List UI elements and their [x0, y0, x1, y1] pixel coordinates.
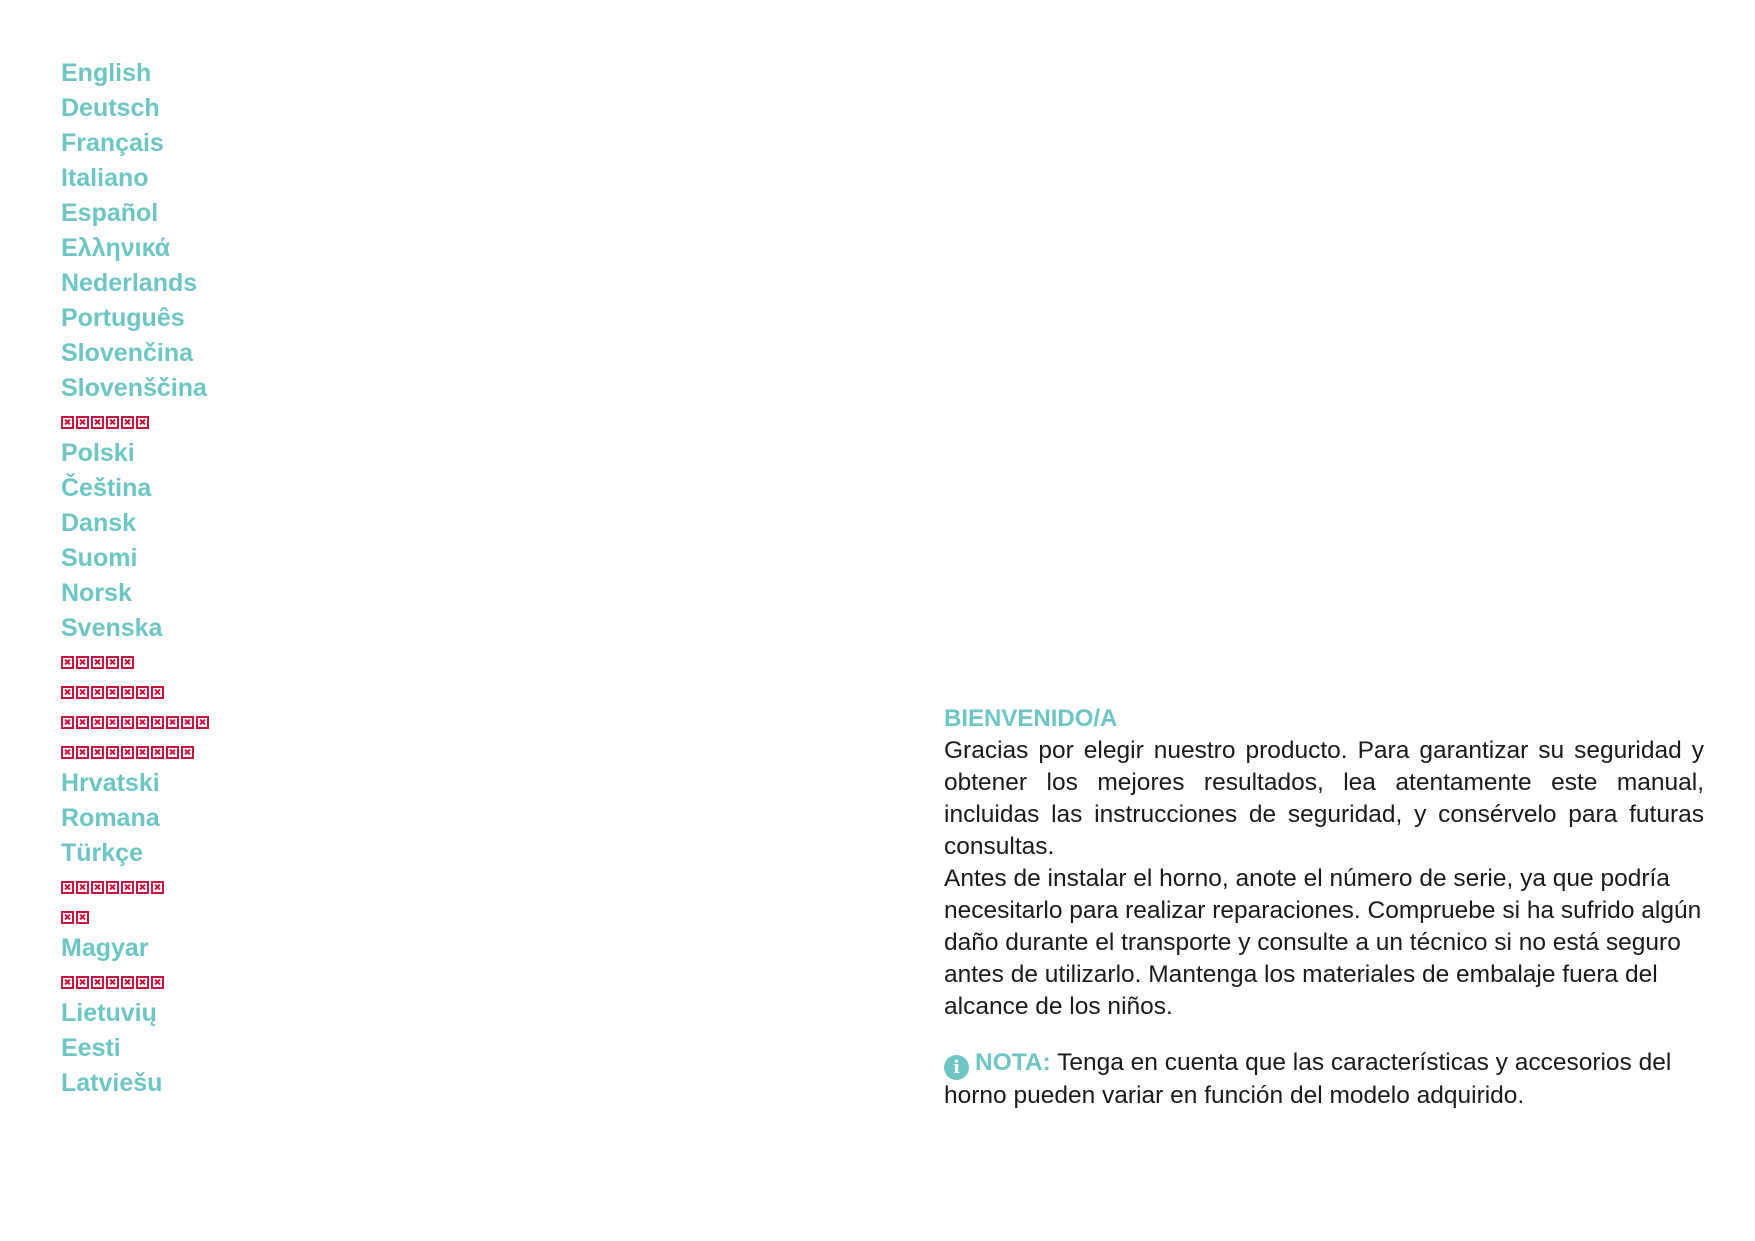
missing-glyph-icon [151, 746, 164, 759]
language-item-unrendered [61, 966, 209, 996]
missing-glyph-icon [136, 976, 149, 989]
missing-glyph-icon [76, 656, 89, 669]
language-item: Slovenščina [61, 374, 207, 402]
language-item: Magyar [61, 934, 149, 962]
note-label: NOTA: [975, 1049, 1051, 1076]
missing-glyph-icon [76, 911, 89, 924]
language-item-unrendered [61, 736, 209, 766]
missing-glyph-icon [136, 881, 149, 894]
missing-glyph-icon [91, 686, 104, 699]
language-item: Eesti [61, 1034, 121, 1062]
welcome-section [944, 703, 1704, 1112]
language-item: Suomi [61, 544, 138, 572]
missing-glyph-icon [196, 716, 209, 729]
language-item: Romana [61, 804, 160, 832]
missing-glyph-icon [106, 416, 119, 429]
missing-glyph-icons [61, 881, 164, 894]
language-item: Dansk [61, 509, 137, 537]
language-item: English [61, 59, 152, 87]
missing-glyph-icon [76, 686, 89, 699]
missing-glyph-icon [76, 881, 89, 894]
language-item: Latviešu [61, 1069, 163, 1097]
language-item: Norsk [61, 579, 132, 607]
missing-glyph-icon [91, 746, 104, 759]
language-item: Deutsch [61, 94, 160, 122]
missing-glyph-icon [121, 976, 134, 989]
language-item: Polski [61, 439, 135, 467]
missing-glyph-icon [91, 976, 104, 989]
missing-glyph-icon [151, 716, 164, 729]
missing-glyph-icon [151, 881, 164, 894]
missing-glyph-icon [91, 416, 104, 429]
language-item: Čeština [61, 474, 152, 502]
missing-glyph-icon [61, 881, 74, 894]
language-item: Italiano [61, 164, 149, 192]
missing-glyph-icon [76, 746, 89, 759]
missing-glyph-icons [61, 686, 164, 699]
language-item: Svenska [61, 614, 163, 642]
missing-glyph-icon [76, 416, 89, 429]
missing-glyph-icon [181, 746, 194, 759]
missing-glyph-icon [136, 746, 149, 759]
missing-glyph-icon [61, 911, 74, 924]
missing-glyph-icons [61, 746, 194, 759]
missing-glyph-icon [181, 716, 194, 729]
language-item: Slovenčina [61, 339, 193, 367]
missing-glyph-icon [61, 716, 74, 729]
missing-glyph-icon [76, 716, 89, 729]
missing-glyph-icon [106, 881, 119, 894]
missing-glyph-icons [61, 416, 149, 429]
welcome-paragraph: Gracias por elegir nuestro producto. Para garantizar su seguridad y obtener los mejores resultados, lea atentamente este manual, incluidas las instrucciones de seguridad, y consérvelo para futuras consultas. [944, 737, 1704, 860]
language-list [61, 56, 209, 1101]
missing-glyph-icon [151, 976, 164, 989]
missing-glyph-icons [61, 976, 164, 989]
installation-paragraph: Antes de instalar el horno, anote el número de serie, ya que podría necesitarlo para realizar reparaciones. Compruebe si ha sufrido algún daño durante el transporte y consulte a un técnico si no está seguro antes de utilizarlo. Mantenga los materiales de embalaje fuera del alcance de los niños. [944, 865, 1702, 1020]
language-item-unrendered [61, 706, 209, 736]
missing-glyph-icon [136, 686, 149, 699]
welcome-heading: BIENVENIDO/A [944, 705, 1118, 732]
missing-glyph-icon [106, 656, 119, 669]
missing-glyph-icon [76, 976, 89, 989]
missing-glyph-icon [61, 746, 74, 759]
language-item: Lietuvių [61, 999, 157, 1027]
missing-glyph-icon [151, 686, 164, 699]
missing-glyph-icon [136, 716, 149, 729]
missing-glyph-icons [61, 911, 89, 924]
language-item: Hrvatski [61, 769, 160, 797]
missing-glyph-icons [61, 716, 209, 729]
missing-glyph-icon [61, 976, 74, 989]
language-item-unrendered [61, 676, 209, 706]
missing-glyph-icon [106, 976, 119, 989]
missing-glyph-icon [91, 656, 104, 669]
language-item: Nederlands [61, 269, 198, 297]
note-text: Tenga en cuenta que las características y accesorios del horno pueden variar en función del modelo adquirido. [944, 1049, 1672, 1109]
language-item-unrendered [61, 871, 209, 901]
missing-glyph-icon [91, 881, 104, 894]
missing-glyph-icon [61, 416, 74, 429]
missing-glyph-icon [61, 656, 74, 669]
missing-glyph-icon [106, 746, 119, 759]
language-item-unrendered [61, 901, 209, 931]
missing-glyph-icon [121, 416, 134, 429]
missing-glyph-icon [91, 716, 104, 729]
missing-glyph-icon [121, 716, 134, 729]
language-item-unrendered [61, 406, 209, 436]
missing-glyph-icons [61, 656, 134, 669]
language-item: Português [61, 304, 185, 332]
language-item: Español [61, 199, 159, 227]
language-item: Ελληνικά [61, 234, 171, 262]
missing-glyph-icon [121, 656, 134, 669]
missing-glyph-icon [106, 716, 119, 729]
language-item: Français [61, 129, 164, 157]
missing-glyph-icon [121, 881, 134, 894]
missing-glyph-icon [136, 416, 149, 429]
language-item-unrendered [61, 646, 209, 676]
info-icon: i [944, 1055, 969, 1080]
language-item: Türkçe [61, 839, 143, 867]
missing-glyph-icon [121, 686, 134, 699]
missing-glyph-icon [166, 716, 179, 729]
missing-glyph-icon [61, 686, 74, 699]
note [944, 1047, 1704, 1112]
missing-glyph-icon [121, 746, 134, 759]
missing-glyph-icon [166, 746, 179, 759]
missing-glyph-icon [106, 686, 119, 699]
